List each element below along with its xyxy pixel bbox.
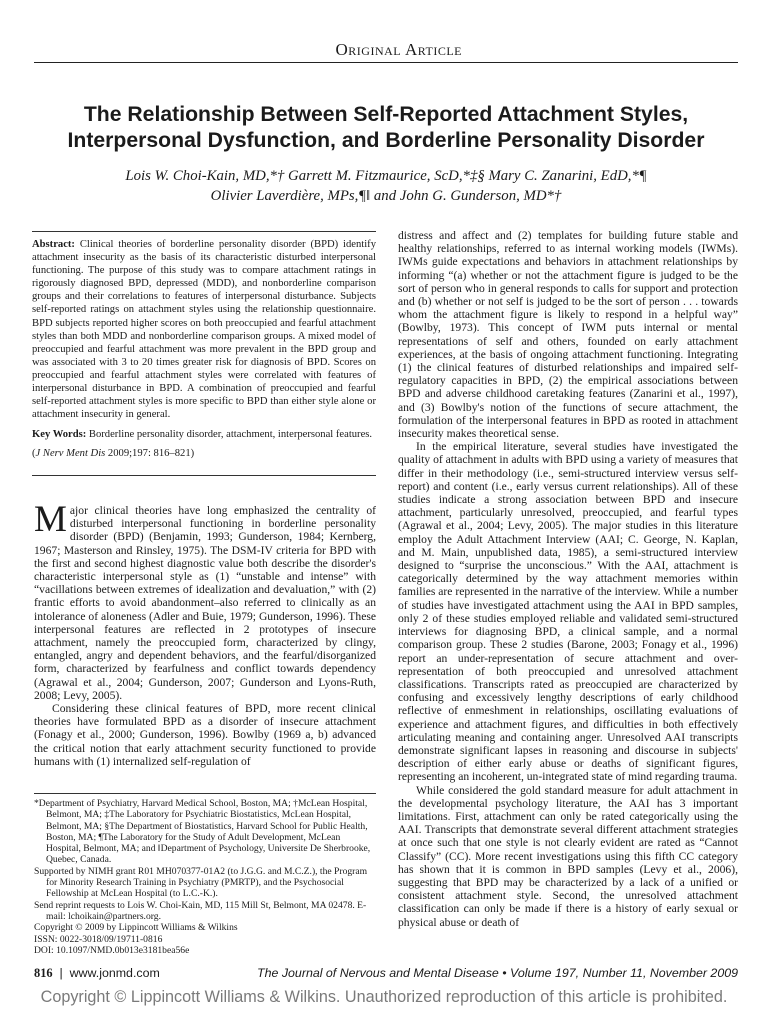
footer-left: 816 | www.jonmd.com	[34, 966, 160, 980]
copyright-notice: Copyright © Lippincott Williams & Wilkins. Unauthorized reproduction of this article is prohibited.	[40, 988, 728, 1006]
footnote-copyright: Copyright © 2009 by Lippincott Williams & Wilkins	[34, 922, 238, 934]
intro-paragraph-2: Considering these clinical features of BPD, more recent clinical theories have formulated BPD as a disorder of insecure attachment (Fonagy et al., 2000; Gunderson, 1996). Bowlby (1969 a, b) advanced the critical notion that early attachment security functioned to provide humans with (1) internalized self-regulation of	[34, 702, 376, 768]
right-body-column	[398, 229, 738, 929]
authors-line-1: Lois W. Choi-Kain, MD,*† Garrett M. Fitzmaurice, ScD,*‡§ Mary C. Zanarini, EdD,*¶	[125, 168, 647, 184]
author-list	[34, 166, 738, 206]
footnote-affiliations: *Department of Psychiatry, Harvard Medical School, Boston, MA; †McLean Hospital, Belmont, MA; ‡The Laboratory for Psychiatric Biostatistics, McLean Hospital, Belmont, MA; §The Department of Biostatistics, Harvard School for Public Health, Boston, MA; ¶The Laboratory for the Study of Adult Development, McLean Hospital, Belmont, MA; and ‖Department of Psychology, Universite De Sherbrooke, Quebec, Canada.	[34, 798, 371, 866]
intro-paragraph-1-text: ajor clinical theories have long emphasized the centrality of disturbed interpersonal functioning in borderline personality disorder (BPD) (Benjamin, 1993; Gunderson, 1984; Kernberg, 1967; Masterson and Rinsley, 1975). The DSM-IV criteria for BPD with the first and second highest diagnostic value both describe the disorder's characteristic interpersonal style as (1) “unstable and intense” with “vacillations between extremes of idealization and devaluation,” with (2) frantic efforts to avoid abandonment–also referred to clinically as an intolerance of aloneness (Adler and Buie, 1979; Gunderson, 1996). These interpersonal features are reflected in 2 prototypes of insecure attachment, namely the preoccupied form, characterized by clingy, entangled, angry and dependent behaviors, and the fearful/disorganized form, characterized by fearfulness and conflict towards dependency (Agrawal et al., 2004; Gunderson, 2007; Gunderson and Lyons-Ruth, 2008; Levy, 2005).	[34, 504, 376, 702]
footnote-reprints: Send reprint requests to Lois W. Choi-Kain, MD, 115 Mill St, Belmont, MA 02478. E-mail: lchoikain@partners.org.	[34, 899, 367, 922]
abstract-label: Abstract:	[32, 239, 75, 250]
body-paragraph-1: distress and affect and (2) templates for building future stable and healthy relationships, referred to as internal working models (IWMs). IWMs guide expectations and behaviors in attachment relationships by informing “(a) whether or not the attachment figure is judged to be the sort of person who in general responds to calls for support and protection and (b) whether or not self is judged to be the sort of person . . . towards whom the attachment figure is likely to respond in a helpful way” (Bowlby, 1973). This concept of IWM puts internal or mental representations of self and others, founded on early attachment experiences, at the basis of ongoing attachment functioning. Integrating (1) the clinical features of disturbed relationships and impaired self-regulatory capacities in BPD, (2) the empirical associations between BPD and adverse childhood caretaking features (Zanarini et al., 1997), and (3) Bowlby's notion of the functions of secure attachment, the formulation of the interpersonal features in BPD as rooted in attachment insecurity makes theoretical sense.	[398, 229, 738, 441]
section-label: Original Article	[335, 40, 462, 59]
abstract-text: Clinical theories of borderline personality disorder (BPD) identify attachment insecurity as the basis of its characteristic disturbed interpersonal functioning. The purpose of this study was to compare attachment ratings in rigorously diagnosed BPD, depressed (MDD), and nonborderline comparison groups and their correlations to features of interpersonal disturbance. Subjects self-reported ratings on attachment styles using the relationship questionnaire. BPD subjects reported higher scores on both preoccupied and fearful attachment styles than both MDD and nonborderline comparison groups. A mixed model of preoccupied and fearful attachment was more prevalent in the BPD group and was associated with 3 to 20 times greater risk for diagnosis of BPD. Scores on preoccupied and fearful attachment styles were correlated with features of interpersonal disturbance in BPD. A combination of preoccupied and fearful self-reported attachment styles is more specific to BPD than either style alone or attachment insecurity in general.	[32, 239, 376, 421]
citation-journal: J Nerv Ment Dis	[35, 448, 106, 460]
page-number: 816	[34, 966, 53, 980]
keywords	[32, 428, 376, 441]
footnote-doi: DOI: 10.1097/NMD.0b013e3181bea56e	[34, 944, 190, 956]
footnotes	[34, 798, 376, 956]
citation-details: 2009;197: 816–821	[107, 448, 191, 460]
title-line-2: Interpersonal Dysfunction, and Borderline Personality Disorder	[67, 129, 705, 152]
abstract	[32, 238, 376, 421]
authors-line-2: Olivier Laverdière, MPs,¶‖ and John G. Gunderson, MD*†	[210, 188, 562, 204]
keywords-label: Key Words:	[32, 429, 87, 441]
left-body-column	[34, 499, 376, 768]
intro-paragraph-1	[34, 499, 376, 702]
title-line-1: The Relationship Between Self-Reported Attachment Styles,	[83, 103, 689, 126]
abstract-box	[32, 231, 376, 476]
footnote-divider	[34, 793, 376, 794]
journal-info: The Journal of Nervous and Mental Disease • Volume 197, Number 11, November 2009	[257, 966, 738, 980]
article-title	[34, 102, 738, 154]
body-paragraph-3: While considered the gold standard measure for adult attachment in the developmental psychology literature, the AAI has 3 important limitations. First, attachment can only be rated categorically using the AAI. Transcripts that demonstrate several different attachment strategies at once such that one style is not clearly evident are rated as “Cannot Classify” (CC). More recent investigations using this fifth CC category has shown that it is common in BPD samples (Levy et al., 2006), suggesting that BPD may be characterized by a lack of a unified or consistent attachment style. Second, the unresolved attachment classification can only be made if there is a history of early sexual or physical abuse or death of	[398, 783, 738, 929]
header-divider	[34, 62, 738, 63]
drop-cap: M	[34, 499, 67, 540]
footnote-funding: Supported by NIMH grant R01 MH070377-01A2 (to J.G.G. and M.C.Z.), the Program for Minority Research Training in Psychiatry (PMRTP), and the Psychosocial Fellowship at McLean Hospital (to L.C.-K.).	[34, 865, 368, 900]
body-paragraph-2: In the empirical literature, several studies have investigated the quality of attachment in adults with BPD using a variety of measures that differ in their methodology (i.e., semi-structured interview versus self-report) and content (i.e., early versus current relationships). All of these studies indicate a strong association between BPD and insecure attachment, particularly unresolved, preoccupied, and fearful types (Agrawal et al., 2004; Levy, 2005). The major studies in this literature employ the Adult Attachment Interview (AAI; C. George, N. Kaplan, and M. Main, unpublished data, 1985), a semi-structured interview designed to “surprise the unconscious.” With the AAI, attachment is categorically determined by the way attachment memories within families are represented in the narrative of the interview. While a number of studies have investigated attachment using the AAI in BPD samples, only 2 of these studies employed reliable and validated semi-structured interviews for diagnosing BPD, a clinical sample, and a normal comparison group. These 2 studies (Barone, 2003; Fonagy et al., 1996) report an under-representation of secure attachment and over-representation of both preoccupied and unresolved attachment classifications. Transcripts rated as preoccupied are characterized by confusing and excessively lengthy descriptions of early childhood reflective of enmeshment in relationships, oscillating evaluations of experience and attachment figures, and difficulties in both effectively articulating meaning and containing anger. Unresolved AAI transcripts demonstrate significant lapses in reasoning and discourse in subjects' description of either early abuse or deaths of significant figures, representing an incoherent, un-integrated state of mind regarding trauma.	[398, 440, 739, 784]
footnote-issn: ISSN: 0022-3018/09/19711-0816	[34, 933, 163, 945]
citation: (J Nerv Ment Dis 2009;197: 816–821)	[32, 448, 195, 460]
journal-url: www.jonmd.com	[69, 966, 160, 980]
keywords-text: Borderline personality disorder, attachment, interpersonal features.	[88, 429, 373, 441]
page-footer	[34, 966, 738, 981]
